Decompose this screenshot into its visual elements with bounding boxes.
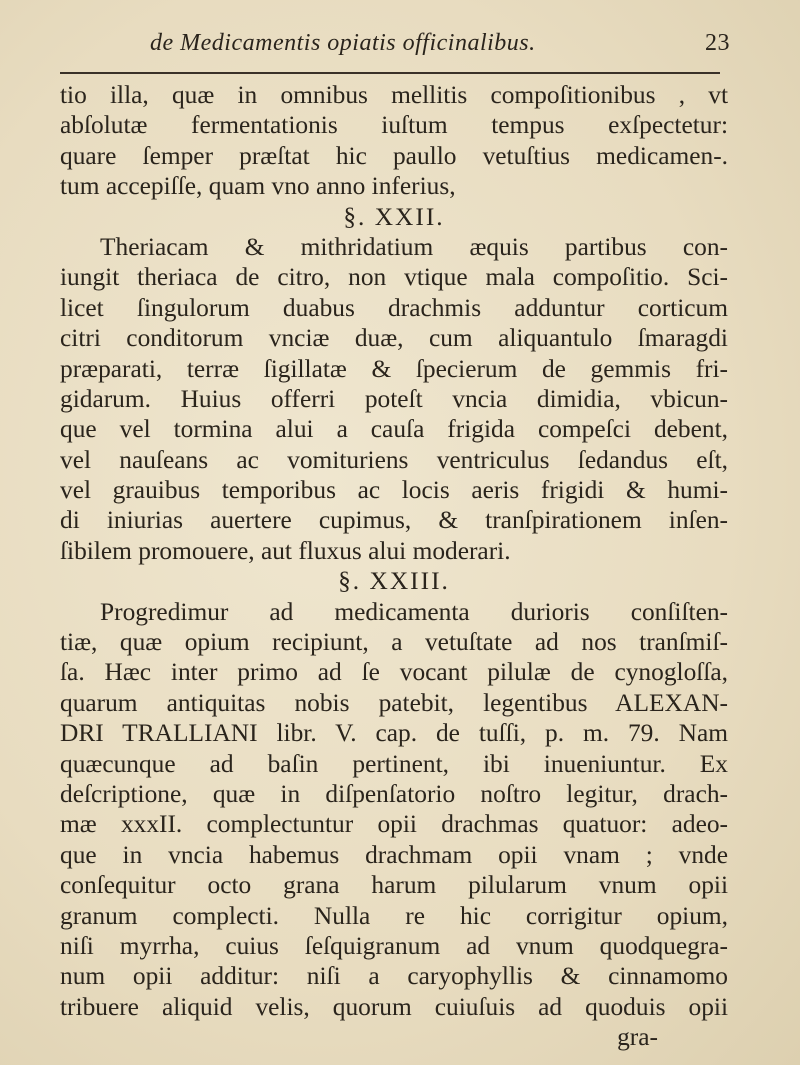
text-line: granum complecti. Nulla re hic corrigitur opium,: [60, 901, 728, 930]
text-line: vel grauibus temporibus ac locis aeris frigidi & humi-: [60, 476, 728, 505]
text-line: præparati, terræ ſigillatæ & ſpecierum de gemmis fri-: [60, 354, 728, 383]
text-line: quæcunque ad baſin pertinent, ibi inueniuntur. Ex: [60, 749, 728, 778]
text-line: ſibilem promouere, aut fluxus alui moderari.: [60, 536, 511, 565]
text-line: tio illa, quæ in omnibus mellitis compoſitionibus , vt: [60, 81, 728, 109]
text-line: vel nauſeans ac vomituriens ventriculus ſedandus eſt,: [60, 445, 728, 474]
body-text: [60, 80, 728, 1053]
text-line: gidarum. Huius offerri poteſt vncia dimidia, vbicun-: [60, 384, 728, 413]
text-line: Theriacam & mithridatium æquis partibus con-: [100, 232, 728, 261]
text-line: ſa. Hæc inter primo ad ſe vocant pilulæ de cynogloſſa,: [60, 658, 728, 687]
text-line: mæ xxxII. complectuntur opii drachmas quatuor: adeo-: [60, 810, 728, 839]
running-title: de Medicamentis opiatis officinalibus.: [150, 30, 536, 56]
section-heading-22: §. XXII.: [343, 202, 445, 231]
text-line: tribuere aliquid velis, quorum cuiuſuis ad quoduis opii: [60, 992, 728, 1021]
text-line: tiæ, quæ opium recipiunt, a vetuſtate ad nos tranſmiſ-: [60, 628, 728, 657]
text-line: di iniurias auertere cupimus, & tranſpirationem inſen-: [60, 506, 728, 535]
text-line: iungit theriaca de citro, non vtique mala compoſitio. Sci-: [60, 263, 728, 292]
catchword: gra-: [617, 1023, 658, 1052]
text-line: niſi myrrha, cuius ſeſquigranum ad vnum quodquegra-: [60, 931, 728, 960]
header-rule: [60, 72, 720, 74]
running-header: [150, 30, 730, 64]
text-line: DRI TRALLIANI libr. V. cap. de tuſſi, p. m. 79. Nam: [60, 719, 728, 748]
text-line: deſcriptione, quæ in diſpenſatorio noſtro legitur, drach-: [60, 779, 728, 808]
page-number: 23: [705, 30, 730, 56]
text-line: num opii additur: niſi a caryophyllis & cinnamomo: [60, 962, 728, 991]
text-line: que in vncia habemus drachmam opii vnam ; vnde: [60, 840, 728, 869]
text-line: tum accepiſſe, quam vno anno inferius,: [60, 172, 456, 201]
text-line: quare ſemper præſtat hic paullo vetuſtius medicamen-.: [60, 141, 728, 170]
section-heading-23: §. XXIII.: [338, 567, 450, 596]
text-line: quarum antiquitas nobis patebit, legentibus ALEXAN-: [60, 688, 728, 717]
text-line: abſolutæ fermentationis iuſtum tempus exſpectetur:: [60, 111, 728, 140]
text-line: citri conditorum vnciæ duæ, cum aliquantulo ſmaragdi: [60, 324, 728, 353]
text-line: Progredimur ad medicamenta durioris conſiſten-: [100, 597, 728, 626]
text-line: conſequitur octo grana harum pilularum vnum opii: [60, 871, 728, 900]
text-line: licet ſingulorum duabus drachmis adduntur corticum: [60, 293, 728, 322]
text-line: que vel tormina alui a cauſa frigida compeſci debent,: [60, 415, 728, 444]
